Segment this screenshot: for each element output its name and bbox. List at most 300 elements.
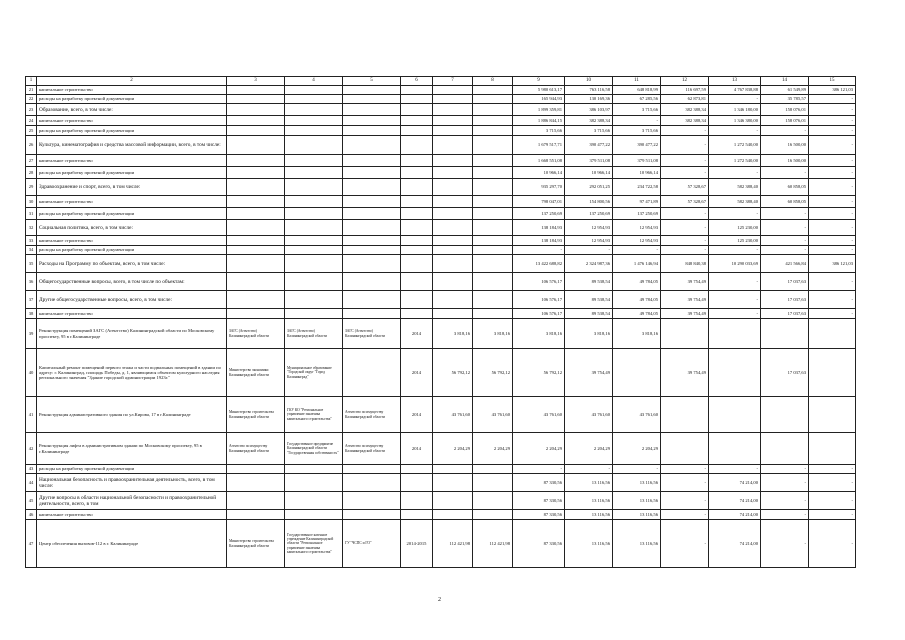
amount-cell: 67 285,56 — [613, 95, 661, 104]
organization-cell — [227, 492, 285, 510]
amount-cell — [709, 349, 761, 397]
amount-cell — [761, 433, 809, 465]
organization-cell: Министерство экономики Калининградской области — [227, 349, 285, 397]
amount-cell: - — [661, 474, 709, 492]
organization-cell — [285, 208, 343, 220]
row-name: Реконструкция помещений ЗАГС (Агентство) Калининградской области по Московскому проспекту, 95 в г.Калининграде — [37, 319, 227, 349]
organization-cell — [285, 155, 343, 167]
amount-cell: 382 388,34 — [661, 104, 709, 116]
column-number: 2 — [37, 77, 227, 86]
amount-cell: 3 715,66 — [613, 104, 661, 116]
amount-cell — [473, 196, 513, 208]
row-number: 43 — [26, 465, 37, 474]
amount-cell: 74 214,00 — [709, 510, 761, 520]
organization-cell — [343, 273, 401, 291]
table-row — [26, 397, 856, 433]
amount-cell: - — [809, 196, 856, 208]
organization-cell — [343, 155, 401, 167]
amount-cell: - — [661, 208, 709, 220]
table-row — [26, 246, 856, 255]
amount-cell: 1 272 540,00 — [709, 155, 761, 167]
row-name: расходы на разработку проектной документации — [37, 126, 227, 136]
amount-cell — [473, 104, 513, 116]
row-name: Образование, всего, в том числе: — [37, 104, 227, 116]
amount-cell: 648 818,99 — [613, 86, 661, 95]
table-row — [26, 273, 856, 291]
row-number: 27 — [26, 155, 37, 167]
organization-cell: Министерство строительства Калининградской области — [227, 397, 285, 433]
column-number: 4 — [285, 77, 343, 86]
organization-cell — [343, 349, 401, 397]
amount-cell: 13 116,56 — [565, 474, 613, 492]
row-name: расходы на разработку проектной документации — [37, 465, 227, 474]
amount-cell: 49 784,05 — [613, 291, 661, 309]
amount-cell: 125 230,00 — [709, 220, 761, 236]
row-number: 32 — [26, 220, 37, 236]
amount-cell: 382 388,34 — [565, 116, 613, 126]
amount-cell: 13 116,56 — [613, 510, 661, 520]
amount-cell: 60 858,05 — [761, 196, 809, 208]
year-cell — [401, 116, 433, 126]
table-row — [26, 104, 856, 116]
amount-cell: 13 116,56 — [613, 520, 661, 568]
amount-cell: 138 184,93 — [513, 236, 565, 246]
amount-cell: 125 230,00 — [709, 236, 761, 246]
organization-cell — [343, 255, 401, 273]
amount-cell: - — [613, 465, 661, 474]
row-name: капитальное строительство — [37, 236, 227, 246]
amount-cell — [473, 309, 513, 319]
amount-cell: - — [809, 167, 856, 179]
row-name: капитальное строительство — [37, 196, 227, 208]
organization-cell — [343, 465, 401, 474]
amount-cell: 382 388,34 — [661, 116, 709, 126]
organization-cell — [285, 220, 343, 236]
amount-cell: 49 784,05 — [613, 309, 661, 319]
column-number: 13 — [709, 77, 761, 86]
amount-cell: 138 184,93 — [513, 220, 565, 236]
amount-cell: - — [809, 246, 856, 255]
row-number: 46 — [26, 510, 37, 520]
organization-cell — [343, 136, 401, 155]
amount-cell: - — [809, 520, 856, 568]
organization-cell: Муниципальное образование "Городской округ "Город Калининград" — [285, 349, 343, 397]
amount-cell: - — [661, 246, 709, 255]
year-cell — [401, 273, 433, 291]
table-row — [26, 465, 856, 474]
amount-cell: 39 754,49 — [661, 273, 709, 291]
amount-cell: 2 204,29 — [613, 433, 661, 465]
amount-cell: 87 330,56 — [513, 492, 565, 510]
amount-cell: 17 037,63 — [761, 349, 809, 397]
year-cell: 2014-2015 — [401, 520, 433, 568]
amount-cell: 89 538,54 — [565, 273, 613, 291]
amount-cell: 60 858,05 — [761, 179, 809, 196]
organization-cell: Государственное казенное учреждение Калининградской области "Региональное управление заказчика капитального строительства" — [285, 520, 343, 568]
amount-cell: 386 121,03 — [809, 86, 856, 95]
amount-cell: 74 214,00 — [709, 474, 761, 492]
amount-cell — [433, 474, 473, 492]
year-cell — [401, 95, 433, 104]
amount-cell: - — [809, 116, 856, 126]
year-cell — [401, 167, 433, 179]
amount-cell: - — [661, 126, 709, 136]
organization-cell: Министерство строительства Калининградской области — [227, 520, 285, 568]
amount-cell: 379 511,08 — [565, 155, 613, 167]
amount-cell — [709, 319, 761, 349]
column-number: 14 — [761, 77, 809, 86]
organization-cell — [343, 86, 401, 95]
amount-cell: - — [613, 246, 661, 255]
row-name: капитальное строительство — [37, 116, 227, 126]
amount-cell — [433, 167, 473, 179]
table-row — [26, 433, 856, 465]
year-cell — [401, 309, 433, 319]
row-name: Здравоохранение и спорт, всего, в том числе: — [37, 179, 227, 196]
column-number: 3 — [227, 77, 285, 86]
amount-cell: 74 214,00 — [709, 492, 761, 510]
table-row — [26, 309, 856, 319]
organization-cell — [343, 179, 401, 196]
amount-cell: - — [809, 155, 856, 167]
amount-cell: 43 761,60 — [473, 397, 513, 433]
organization-cell — [285, 167, 343, 179]
amount-cell: 2 204,29 — [433, 433, 473, 465]
amount-cell: 10 966,14 — [513, 167, 565, 179]
amount-cell: - — [613, 116, 661, 126]
amount-cell: - — [565, 465, 613, 474]
year-cell — [401, 179, 433, 196]
amount-cell — [473, 255, 513, 273]
year-cell — [401, 236, 433, 246]
amount-cell: - — [761, 520, 809, 568]
amount-cell: 61 549,89 — [761, 86, 809, 95]
program-table — [25, 76, 856, 568]
year-cell: 2014 — [401, 397, 433, 433]
amount-cell — [613, 349, 661, 397]
amount-cell: - — [709, 126, 761, 136]
row-name: расходы на разработку проектной документации — [37, 208, 227, 220]
amount-cell — [433, 255, 473, 273]
amount-cell — [433, 126, 473, 136]
table-row — [26, 95, 856, 104]
amount-cell: 89 538,54 — [565, 309, 613, 319]
amount-cell — [473, 474, 513, 492]
amount-cell — [473, 510, 513, 520]
table-row — [26, 492, 856, 510]
amount-cell: 2 204,29 — [513, 433, 565, 465]
amount-cell: - — [809, 492, 856, 510]
organization-cell — [227, 116, 285, 126]
amount-cell — [433, 116, 473, 126]
year-cell — [401, 155, 433, 167]
amount-cell — [473, 220, 513, 236]
amount-cell — [433, 208, 473, 220]
amount-cell: 234 722,58 — [613, 179, 661, 196]
row-name: Реконструкция административного здания по ул.Кирова, 17 в г.Калининграде — [37, 397, 227, 433]
amount-cell — [433, 492, 473, 510]
amount-cell: 39 754,49 — [565, 349, 613, 397]
row-number: 39 — [26, 319, 37, 349]
amount-cell: 87 330,56 — [513, 510, 565, 520]
amount-cell: 13 422 688,82 — [513, 255, 565, 273]
amount-cell: 87 330,56 — [513, 520, 565, 568]
amount-cell — [809, 319, 856, 349]
row-number: 28 — [26, 167, 37, 179]
table-row — [26, 208, 856, 220]
row-number: 40 — [26, 349, 37, 397]
amount-cell: 158 076,01 — [761, 116, 809, 126]
amount-cell: 3 818,16 — [613, 319, 661, 349]
amount-cell — [433, 236, 473, 246]
organization-cell — [285, 86, 343, 95]
amount-cell: 56 792,12 — [513, 349, 565, 397]
organization-cell — [343, 236, 401, 246]
amount-cell: 43 761,60 — [613, 397, 661, 433]
amount-cell: 798 047,01 — [513, 196, 565, 208]
amount-cell: 1 346 380,00 — [709, 116, 761, 126]
organization-cell: ГУ "ЧСПС и ГО" — [343, 520, 401, 568]
organization-cell — [227, 155, 285, 167]
amount-cell — [473, 492, 513, 510]
organization-cell — [343, 167, 401, 179]
table-row — [26, 520, 856, 568]
amount-cell: 3 818,16 — [433, 319, 473, 349]
amount-cell: - — [661, 136, 709, 155]
organization-cell — [285, 492, 343, 510]
column-number: 10 — [565, 77, 613, 86]
amount-cell: 165 944,93 — [513, 95, 565, 104]
amount-cell: - — [761, 246, 809, 255]
amount-cell: 35 785,57 — [761, 95, 809, 104]
amount-cell: 12 954,93 — [613, 236, 661, 246]
amount-cell: - — [661, 236, 709, 246]
table-row — [26, 349, 856, 397]
table-row — [26, 319, 856, 349]
amount-cell: - — [809, 104, 856, 116]
amount-cell: 17 037,63 — [761, 309, 809, 319]
organization-cell — [227, 126, 285, 136]
year-cell — [401, 220, 433, 236]
amount-cell — [473, 291, 513, 309]
organization-cell — [285, 510, 343, 520]
amount-cell — [473, 95, 513, 104]
amount-cell — [709, 397, 761, 433]
amount-cell: 154 800,56 — [565, 196, 613, 208]
organization-cell — [227, 465, 285, 474]
amount-cell — [433, 196, 473, 208]
amount-cell — [473, 136, 513, 155]
amount-cell: 17 037,63 — [761, 273, 809, 291]
amount-cell: 130 169,36 — [565, 95, 613, 104]
organization-cell: ЗАГС (Агентство) Калининградской области — [227, 319, 285, 349]
organization-cell: Государственное предприятие Калининградской области "Государственная собственность" — [285, 433, 343, 465]
amount-cell: - — [661, 520, 709, 568]
organization-cell — [343, 126, 401, 136]
amount-cell: 16 500,00 — [761, 155, 809, 167]
amount-cell: - — [809, 309, 856, 319]
amount-cell: 1 668 551,08 — [513, 155, 565, 167]
column-number-row — [26, 77, 856, 86]
amount-cell: 1 272 540,00 — [709, 136, 761, 155]
organization-cell — [227, 95, 285, 104]
organization-cell — [343, 220, 401, 236]
amount-cell: - — [709, 465, 761, 474]
amount-cell — [433, 510, 473, 520]
organization-cell — [343, 474, 401, 492]
row-number: 37 — [26, 291, 37, 309]
amount-cell: - — [809, 179, 856, 196]
amount-cell: - — [513, 465, 565, 474]
row-name: капитальное строительство — [37, 86, 227, 95]
year-cell — [401, 126, 433, 136]
row-number: 42 — [26, 433, 37, 465]
year-cell — [401, 291, 433, 309]
row-name: капитальное строительство — [37, 309, 227, 319]
column-number: 11 — [613, 77, 661, 86]
amount-cell: - — [809, 465, 856, 474]
row-number: 21 — [26, 86, 37, 95]
amount-cell: 386 103,97 — [565, 104, 613, 116]
amount-cell — [473, 273, 513, 291]
amount-cell: - — [709, 95, 761, 104]
amount-cell — [433, 136, 473, 155]
amount-cell: 56 792,12 — [473, 349, 513, 397]
organization-cell — [227, 167, 285, 179]
amount-cell: 3 715,66 — [613, 126, 661, 136]
amount-cell — [809, 397, 856, 433]
amount-cell: - — [661, 492, 709, 510]
organization-cell — [227, 208, 285, 220]
amount-cell: 390 477,22 — [565, 136, 613, 155]
amount-cell: 57 328,67 — [661, 196, 709, 208]
organization-cell — [285, 95, 343, 104]
amount-cell: 421 566,84 — [761, 255, 809, 273]
amount-cell: 379 511,08 — [613, 155, 661, 167]
amount-cell: 74 214,00 — [709, 520, 761, 568]
organization-cell — [227, 255, 285, 273]
organization-cell: ГКУ КО "Региональное управление заказчика капитального строительства" — [285, 397, 343, 433]
organization-cell — [343, 95, 401, 104]
organization-cell — [285, 246, 343, 255]
row-name: Другие вопросы в области национальной безопасности и правоохранительной деятельности, всего, в том — [37, 492, 227, 510]
table-row — [26, 167, 856, 179]
row-name: Другие общегосударственные вопросы, всего, в том числе: — [37, 291, 227, 309]
amount-cell: 1 899 359,81 — [513, 104, 565, 116]
amount-cell — [761, 397, 809, 433]
amount-cell: - — [761, 220, 809, 236]
column-number: 8 — [473, 77, 513, 86]
amount-cell — [809, 433, 856, 465]
amount-cell: 89 538,54 — [565, 291, 613, 309]
amount-cell: - — [761, 465, 809, 474]
column-number: 15 — [809, 77, 856, 86]
row-number: 22 — [26, 95, 37, 104]
amount-cell: 87 330,56 — [513, 474, 565, 492]
organization-cell — [227, 236, 285, 246]
organization-cell — [227, 104, 285, 116]
amount-cell: 10 966,14 — [613, 167, 661, 179]
amount-cell: 13 116,56 — [565, 510, 613, 520]
row-number: 25 — [26, 126, 37, 136]
organization-cell — [343, 196, 401, 208]
organization-cell — [343, 246, 401, 255]
organization-cell — [343, 116, 401, 126]
organization-cell — [285, 104, 343, 116]
amount-cell: 4 767 838,88 — [709, 86, 761, 95]
organization-cell — [285, 116, 343, 126]
amount-cell: - — [709, 273, 761, 291]
amount-cell: 16 500,00 — [761, 136, 809, 155]
row-number: 35 — [26, 255, 37, 273]
amount-cell: 3 818,16 — [565, 319, 613, 349]
row-number: 47 — [26, 520, 37, 568]
amount-cell: 116 697,59 — [661, 86, 709, 95]
organization-cell — [285, 126, 343, 136]
amount-cell: - — [761, 126, 809, 136]
row-number: 31 — [26, 208, 37, 220]
organization-cell — [343, 208, 401, 220]
row-name: Центр обеспечения вызовов-112 в г. Калининграде — [37, 520, 227, 568]
row-number: 24 — [26, 116, 37, 126]
amount-cell: 5 980 613,17 — [513, 86, 565, 95]
amount-cell: - — [709, 208, 761, 220]
amount-cell: - — [761, 236, 809, 246]
row-number: 45 — [26, 492, 37, 510]
amount-cell: 106 576,17 — [513, 291, 565, 309]
amount-cell: 582 388,40 — [709, 179, 761, 196]
amount-cell: - — [661, 155, 709, 167]
year-cell — [401, 196, 433, 208]
organization-cell — [343, 510, 401, 520]
amount-cell: 386 121,03 — [809, 255, 856, 273]
organization-cell: ЗАГС (Агентство) Калининградской области — [343, 319, 401, 349]
year-cell — [401, 208, 433, 220]
year-cell — [401, 465, 433, 474]
amount-cell: 137 250,69 — [565, 208, 613, 220]
amount-cell — [473, 208, 513, 220]
amount-cell: - — [761, 208, 809, 220]
amount-cell: 848 840,38 — [661, 255, 709, 273]
year-cell — [401, 136, 433, 155]
organization-cell: ЗАГС (Агентство) Калининградской области — [285, 319, 343, 349]
table-row — [26, 136, 856, 155]
amount-cell: 49 784,05 — [613, 273, 661, 291]
amount-cell: - — [809, 220, 856, 236]
amount-cell — [433, 246, 473, 255]
organization-cell — [343, 104, 401, 116]
amount-cell — [433, 86, 473, 95]
organization-cell — [285, 474, 343, 492]
organization-cell — [285, 273, 343, 291]
organization-cell — [227, 291, 285, 309]
row-number: 29 — [26, 179, 37, 196]
organization-cell — [227, 510, 285, 520]
amount-cell: 62 873,81 — [661, 95, 709, 104]
organization-cell: Агентство по имуществу Калининградской области — [343, 433, 401, 465]
amount-cell: - — [709, 291, 761, 309]
amount-cell: 57 328,67 — [661, 179, 709, 196]
amount-cell: 1 476 146,94 — [613, 255, 661, 273]
table-row — [26, 510, 856, 520]
amount-cell: - — [709, 246, 761, 255]
organization-cell: Агентство по имуществу Калининградской области — [343, 397, 401, 433]
amount-cell: 292 051,25 — [565, 179, 613, 196]
amount-cell: 3 715,66 — [565, 126, 613, 136]
amount-cell: - — [809, 474, 856, 492]
row-number: 44 — [26, 474, 37, 492]
amount-cell: 10 966,14 — [565, 167, 613, 179]
